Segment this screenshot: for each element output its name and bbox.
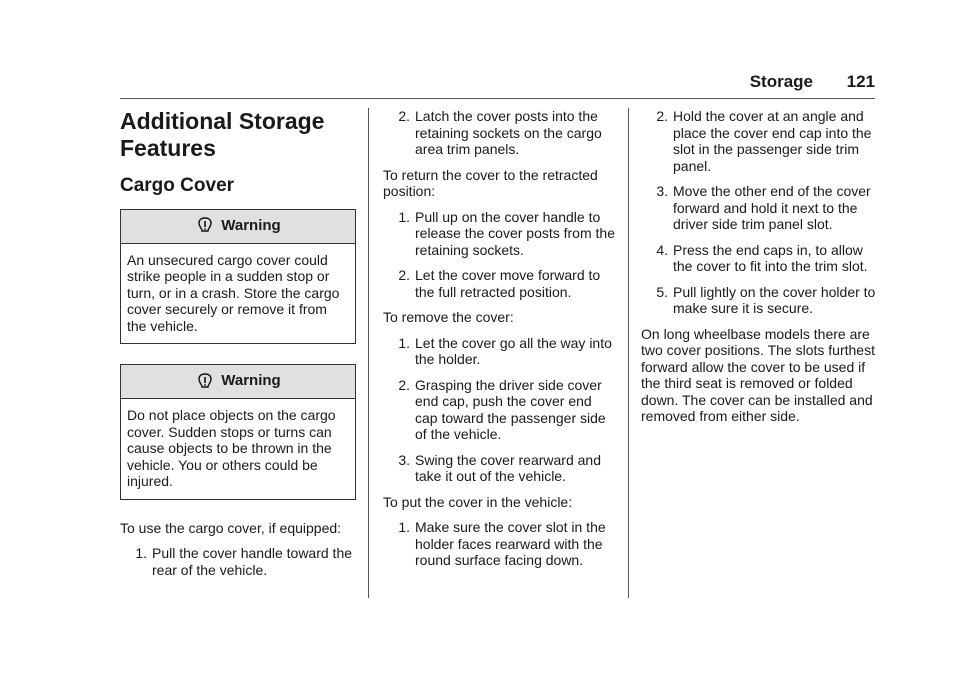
column-3	[641, 108, 877, 434]
intro-text: To put the cover in the vehicle:	[383, 493, 573, 510]
list-item	[641, 108, 877, 174]
warning-label: Warning	[221, 216, 281, 234]
header-rule	[120, 98, 875, 99]
list-item	[383, 519, 615, 569]
step-text: Press the end caps in, to allow the cover to fit into the trim slot.	[673, 241, 868, 274]
step-number: 2.	[398, 267, 410, 283]
step-number: 1.	[135, 545, 147, 561]
list-item	[641, 242, 877, 275]
list-item	[120, 545, 356, 578]
warning-header	[121, 210, 355, 244]
step-text: Move the other end of the cover forward and hold it next to the driver side trim panel slot.	[673, 183, 871, 232]
step-text: Let the cover go all the way into the holder.	[415, 334, 612, 367]
column-2	[383, 108, 615, 578]
step-number: 2.	[656, 108, 668, 124]
step-text: Grasping the driver side cover end cap, push the cover end cap toward the passenger side of the vehicle.	[415, 376, 606, 442]
warning-text: Do not place objects on the cargo cover. Sudden stops or turns can cause objects to be thrown in the vehicle. You or others could be injured.	[127, 407, 336, 489]
note-text: On long wheelbase models there are two cover positions. The slots furthest forward allow the cover to be used if the third seat is removed or folded down. The cover can be installed and removed from either side.	[641, 325, 875, 424]
intro-text: To remove the cover:	[383, 309, 514, 325]
step-number: 4.	[656, 241, 668, 258]
list-item	[383, 335, 615, 368]
warning-icon	[195, 217, 215, 235]
step-text: Pull the cover handle toward the rear of the vehicle.	[152, 545, 353, 578]
step-number: 2.	[398, 108, 410, 124]
warning-text: An unsecured cargo cover could strike people in a sudden stop or turn, or in a crash. Store the cargo cover securely or remove it from the vehicle.	[127, 251, 340, 334]
step-number: 5.	[656, 283, 668, 300]
page-header	[120, 72, 875, 92]
list-item	[383, 209, 615, 259]
column-divider	[628, 108, 629, 598]
warning-icon	[195, 373, 215, 391]
subsection-heading: Cargo Cover	[120, 175, 235, 196]
list-item	[383, 108, 615, 158]
list-item	[383, 267, 615, 300]
warning-box	[120, 209, 356, 345]
column-1	[120, 108, 356, 587]
step-text: Pull up on the cover handle to release the cover posts from the retaining sockets.	[415, 208, 615, 258]
list-item	[641, 183, 877, 233]
column-divider	[368, 108, 369, 598]
intro-text: To return the cover to the retracted position:	[383, 166, 598, 199]
step-text: Let the cover move forward to the full retracted position.	[415, 267, 601, 300]
step-number: 3.	[656, 183, 668, 199]
step-text: Swing the cover rearward and take it out of the vehicle.	[415, 451, 601, 484]
step-text: Pull lightly on the cover holder to make sure it is secure.	[673, 283, 876, 316]
warning-header	[121, 365, 355, 399]
step-text: Latch the cover posts into the retaining sockets on the cargo area trim panels.	[415, 108, 602, 157]
warning-label: Warning	[221, 372, 281, 390]
step-text: Hold the cover at an angle and place the cover end cap into the slot in the passenger side trim panel.	[673, 108, 872, 174]
step-number: 1.	[398, 519, 410, 535]
warning-box	[120, 364, 356, 500]
list-item	[383, 452, 615, 485]
section-title: Storage	[749, 72, 813, 91]
page-number: 121	[846, 72, 875, 91]
list-item	[383, 377, 615, 443]
step-number: 2.	[398, 376, 410, 393]
list-item	[641, 284, 877, 317]
section-heading: Additional Storage Features	[120, 108, 325, 161]
step-number: 1.	[398, 334, 410, 351]
step-text: Make sure the cover slot in the holder faces rearward with the round surface facing down.	[415, 519, 606, 568]
step-number: 1.	[398, 208, 410, 225]
intro-text: To use the cargo cover, if equipped:	[120, 519, 342, 536]
step-number: 3.	[398, 451, 410, 468]
